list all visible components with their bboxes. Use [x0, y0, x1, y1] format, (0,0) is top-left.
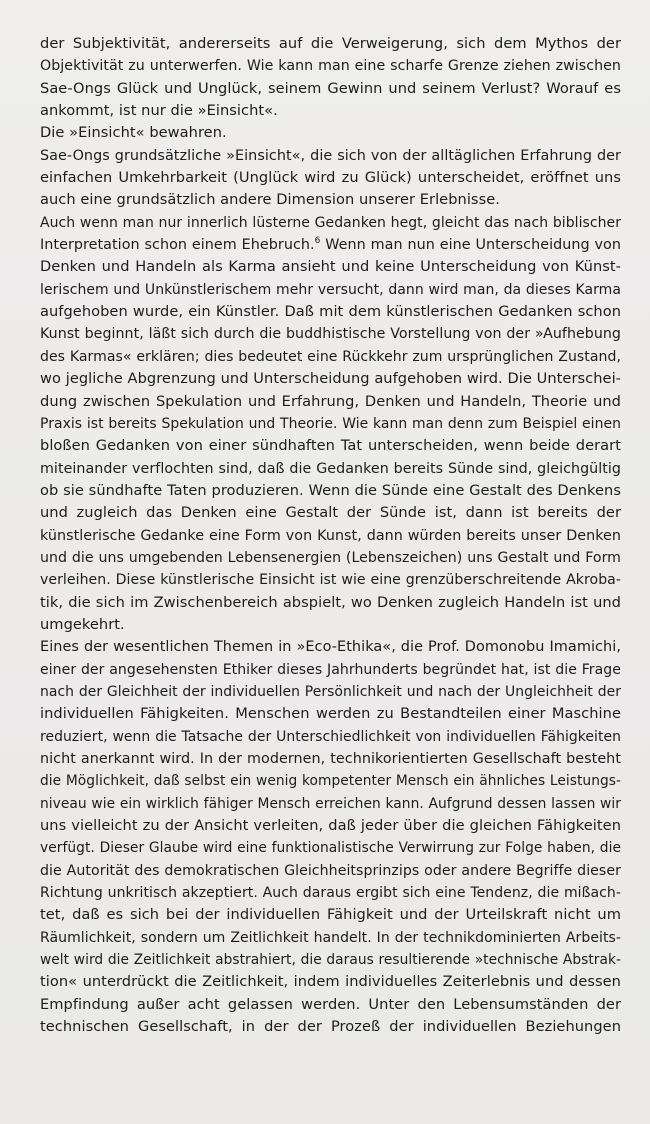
text-line: [40, 726, 621, 748]
line-text: die Möglichkeit, daß selbst ein wenig kompetenter Mensch ein ähnliches Leistungs-: [40, 773, 621, 790]
line-text: ob sie sündhafte Taten produzieren. Wenn die Sünde eine Gestalt des Denkens: [40, 481, 621, 499]
line-text: künstlerische Gedanke eine Form von Kunst, dann würden bereits unser Denken: [40, 527, 621, 544]
line-text: Kunst beginnt, läßt sich durch die buddhistische Vorstellung von der »Aufhebung: [40, 326, 621, 343]
text-line: [40, 793, 621, 815]
line-text: einer der angesehensten Ethiker dieses Jahrhunderts begründet hat, ist die Frage: [40, 661, 621, 678]
line-text: tion« unterdrückt die Zeitlichkeit, indem individuelles Zeiterlebnis und dessen: [40, 973, 621, 991]
text-line: [40, 927, 621, 949]
text-line: [40, 971, 621, 993]
text-line: [40, 502, 621, 524]
text-line: [40, 949, 621, 971]
text-line: [40, 569, 621, 591]
text-line: [40, 55, 621, 77]
text-line: [40, 1016, 621, 1038]
line-text: nicht anerkannt wird. In der modernen, technikorientierten Gesellschaft besteht: [40, 751, 621, 767]
text-line: [40, 413, 621, 435]
line-text: technischen Gesellschaft, in der der Prozeß der individuellen Beziehungen: [40, 1018, 621, 1036]
text-line: [40, 815, 621, 837]
line-text: verleihen. Diese künstlerische Einsicht ist wie eine grenzüberschreitende Akroba-: [40, 572, 621, 589]
text-line: [40, 212, 621, 234]
line-text: individuellen Fähigkeiten. Menschen werden zu Bestandteilen einer Maschine: [40, 705, 621, 723]
line-text: und zugleich das Denken eine Gestalt der Sünde ist, dann ist bereits der: [40, 504, 621, 522]
body-text: [40, 33, 621, 1038]
line-text: die Autorität des demokratischen Gleichheitsprinzips oder andere Begriffe dieser: [40, 862, 621, 879]
text-line: [40, 681, 621, 703]
text-line: [40, 636, 621, 658]
text-line: [40, 368, 621, 390]
line-text: Denken und Handeln als Karma ansieht und keine Unterscheidung von Künst-: [40, 258, 621, 276]
text-line: [40, 614, 621, 636]
text-line: [40, 703, 621, 725]
footnote-marker: 6: [314, 236, 321, 247]
line-text: Interpretation schon einem Ehebruch.: [40, 237, 315, 254]
line-text: auch eine grundsätzlich andere Dimension unserer Erlebnisse.: [40, 191, 500, 209]
line-text-continued: Wenn man nun eine Unterscheidung von: [320, 237, 621, 254]
text-line: [40, 145, 621, 167]
line-text: Die »Einsicht« bewahren.: [40, 124, 227, 142]
line-text: des Karmas« erklären; dies bedeutet eine Rückkehr zum ursprünglichen Zustand,: [40, 348, 621, 365]
line-text: niveau wie ein wirklich fähiger Mensch erreichen kann. Aufgrund dessen lassen wir: [40, 795, 621, 812]
text-line: [40, 391, 621, 413]
text-line: [40, 100, 621, 122]
line-text: tet, daß es sich bei der individuellen Fähigkeit und der Urteilskraft nicht um: [40, 906, 621, 924]
line-text: Empfindung außer acht gelassen werden. Unter den Lebensumständen der: [40, 995, 621, 1013]
text-line: [40, 659, 621, 681]
line-text: umgekehrt.: [40, 615, 125, 633]
line-text: wo jegliche Abgrenzung und Unterscheidung aufgehoben wird. Die Unterschei-: [40, 370, 621, 388]
line-text: lerischem und Unkünstlerischem mehr versucht, dann wird man, da dieses Karma: [40, 281, 621, 298]
text-line: [40, 167, 621, 189]
text-line: [40, 256, 621, 278]
line-text: der Subjektivität, andererseits auf die Verweigerung, sich dem Mythos der: [40, 35, 621, 52]
line-text: ankommt, ist nur die »Einsicht«.: [40, 102, 278, 120]
line-text: Praxis ist bereits Spekulation und Theorie. Wie kann man denn zum Beispiel einen: [40, 415, 621, 432]
text-line: [40, 748, 621, 770]
text-line: [40, 279, 621, 301]
line-text: Richtung unkritisch akzeptiert. Auch daraus ergibt sich eine Tendenz, die mißach-: [40, 885, 621, 902]
text-line: [40, 33, 621, 55]
text-line: [40, 860, 621, 882]
line-text: Sae-Ongs Glück und Unglück, seinem Gewinn und seinem Verlust? Worauf es: [40, 79, 621, 97]
line-text: einfachen Umkehrbarkeit (Unglück wird zu Glück) unterscheidet, eröffnet uns: [40, 169, 621, 187]
text-line: [40, 234, 621, 256]
line-text: tik, die sich im Zwischenbereich abspielt, wo Denken zugleich Handeln ist und: [40, 593, 621, 611]
line-text: Eines der wesentlichen Themen in »Eco-Ethika«, die Prof. Domonobu Imamichi,: [40, 639, 621, 656]
text-line: [40, 78, 621, 100]
line-text: verfügt. Dieser Glaube wird eine funktionalistische Verwirrung zur Folge haben, die: [40, 840, 621, 857]
text-line: [40, 592, 621, 614]
text-line: [40, 994, 621, 1016]
line-text: bloßen Gedanken von einer sündhaften Tat unterscheiden, wenn beide derart: [40, 437, 621, 455]
line-text: nach der Gleichheit der individuellen Persönlichkeit und nach der Ungleichheit der: [40, 683, 621, 700]
line-text: Auch wenn man nur innerlich lüsterne Gedanken hegt, gleicht das nach biblischer: [40, 214, 621, 231]
text-line: [40, 882, 621, 904]
text-line: [40, 189, 621, 211]
line-text: dung zwischen Spekulation und Erfahrung, Denken und Handeln, Theorie und: [40, 392, 621, 410]
text-line: [40, 525, 621, 547]
text-line: [40, 323, 621, 345]
line-text: Objektivität zu unterwerfen. Wie kann man eine scharfe Grenze ziehen zwischen: [40, 58, 621, 75]
text-line: [40, 837, 621, 859]
line-text: reduziert, wenn die Tatsache der Unterschiedlichkeit von individuellen Fähigkeiten: [40, 728, 621, 745]
line-text: uns vielleicht zu der Ansicht verleiten, daß jeder über die gleichen Fähigkeiten: [40, 817, 621, 835]
text-line: [40, 770, 621, 792]
text-line: [40, 346, 621, 368]
text-line: [40, 904, 621, 926]
line-text: Räumlichkeit, sondern um Zeitlichkeit handelt. In der technikdominierten Arbeits-: [40, 929, 621, 946]
text-line: [40, 122, 621, 144]
text-line: [40, 301, 621, 323]
text-line: [40, 480, 621, 502]
line-text: Sae-Ongs grundsätzliche »Einsicht«, die sich von der alltäglichen Erfahrung der: [40, 147, 621, 164]
text-line: [40, 458, 621, 480]
line-text: welt wird die Zeitlichkeit abstrahiert, die daraus resultierende »technische Abstrak-: [40, 952, 621, 969]
line-text: und die uns umgebenden Lebensenergien (Lebenszeichen) uns Gestalt und Form: [40, 549, 621, 566]
text-line: [40, 547, 621, 569]
line-text: aufgehoben wurde, ein Künstler. Daß mit dem künstlerischen Gedanken schon: [40, 303, 621, 321]
text-line: [40, 435, 621, 457]
line-text: miteinander verflochten sind, daß die Gedanken bereits Sünde sind, gleichgültig: [40, 460, 621, 477]
